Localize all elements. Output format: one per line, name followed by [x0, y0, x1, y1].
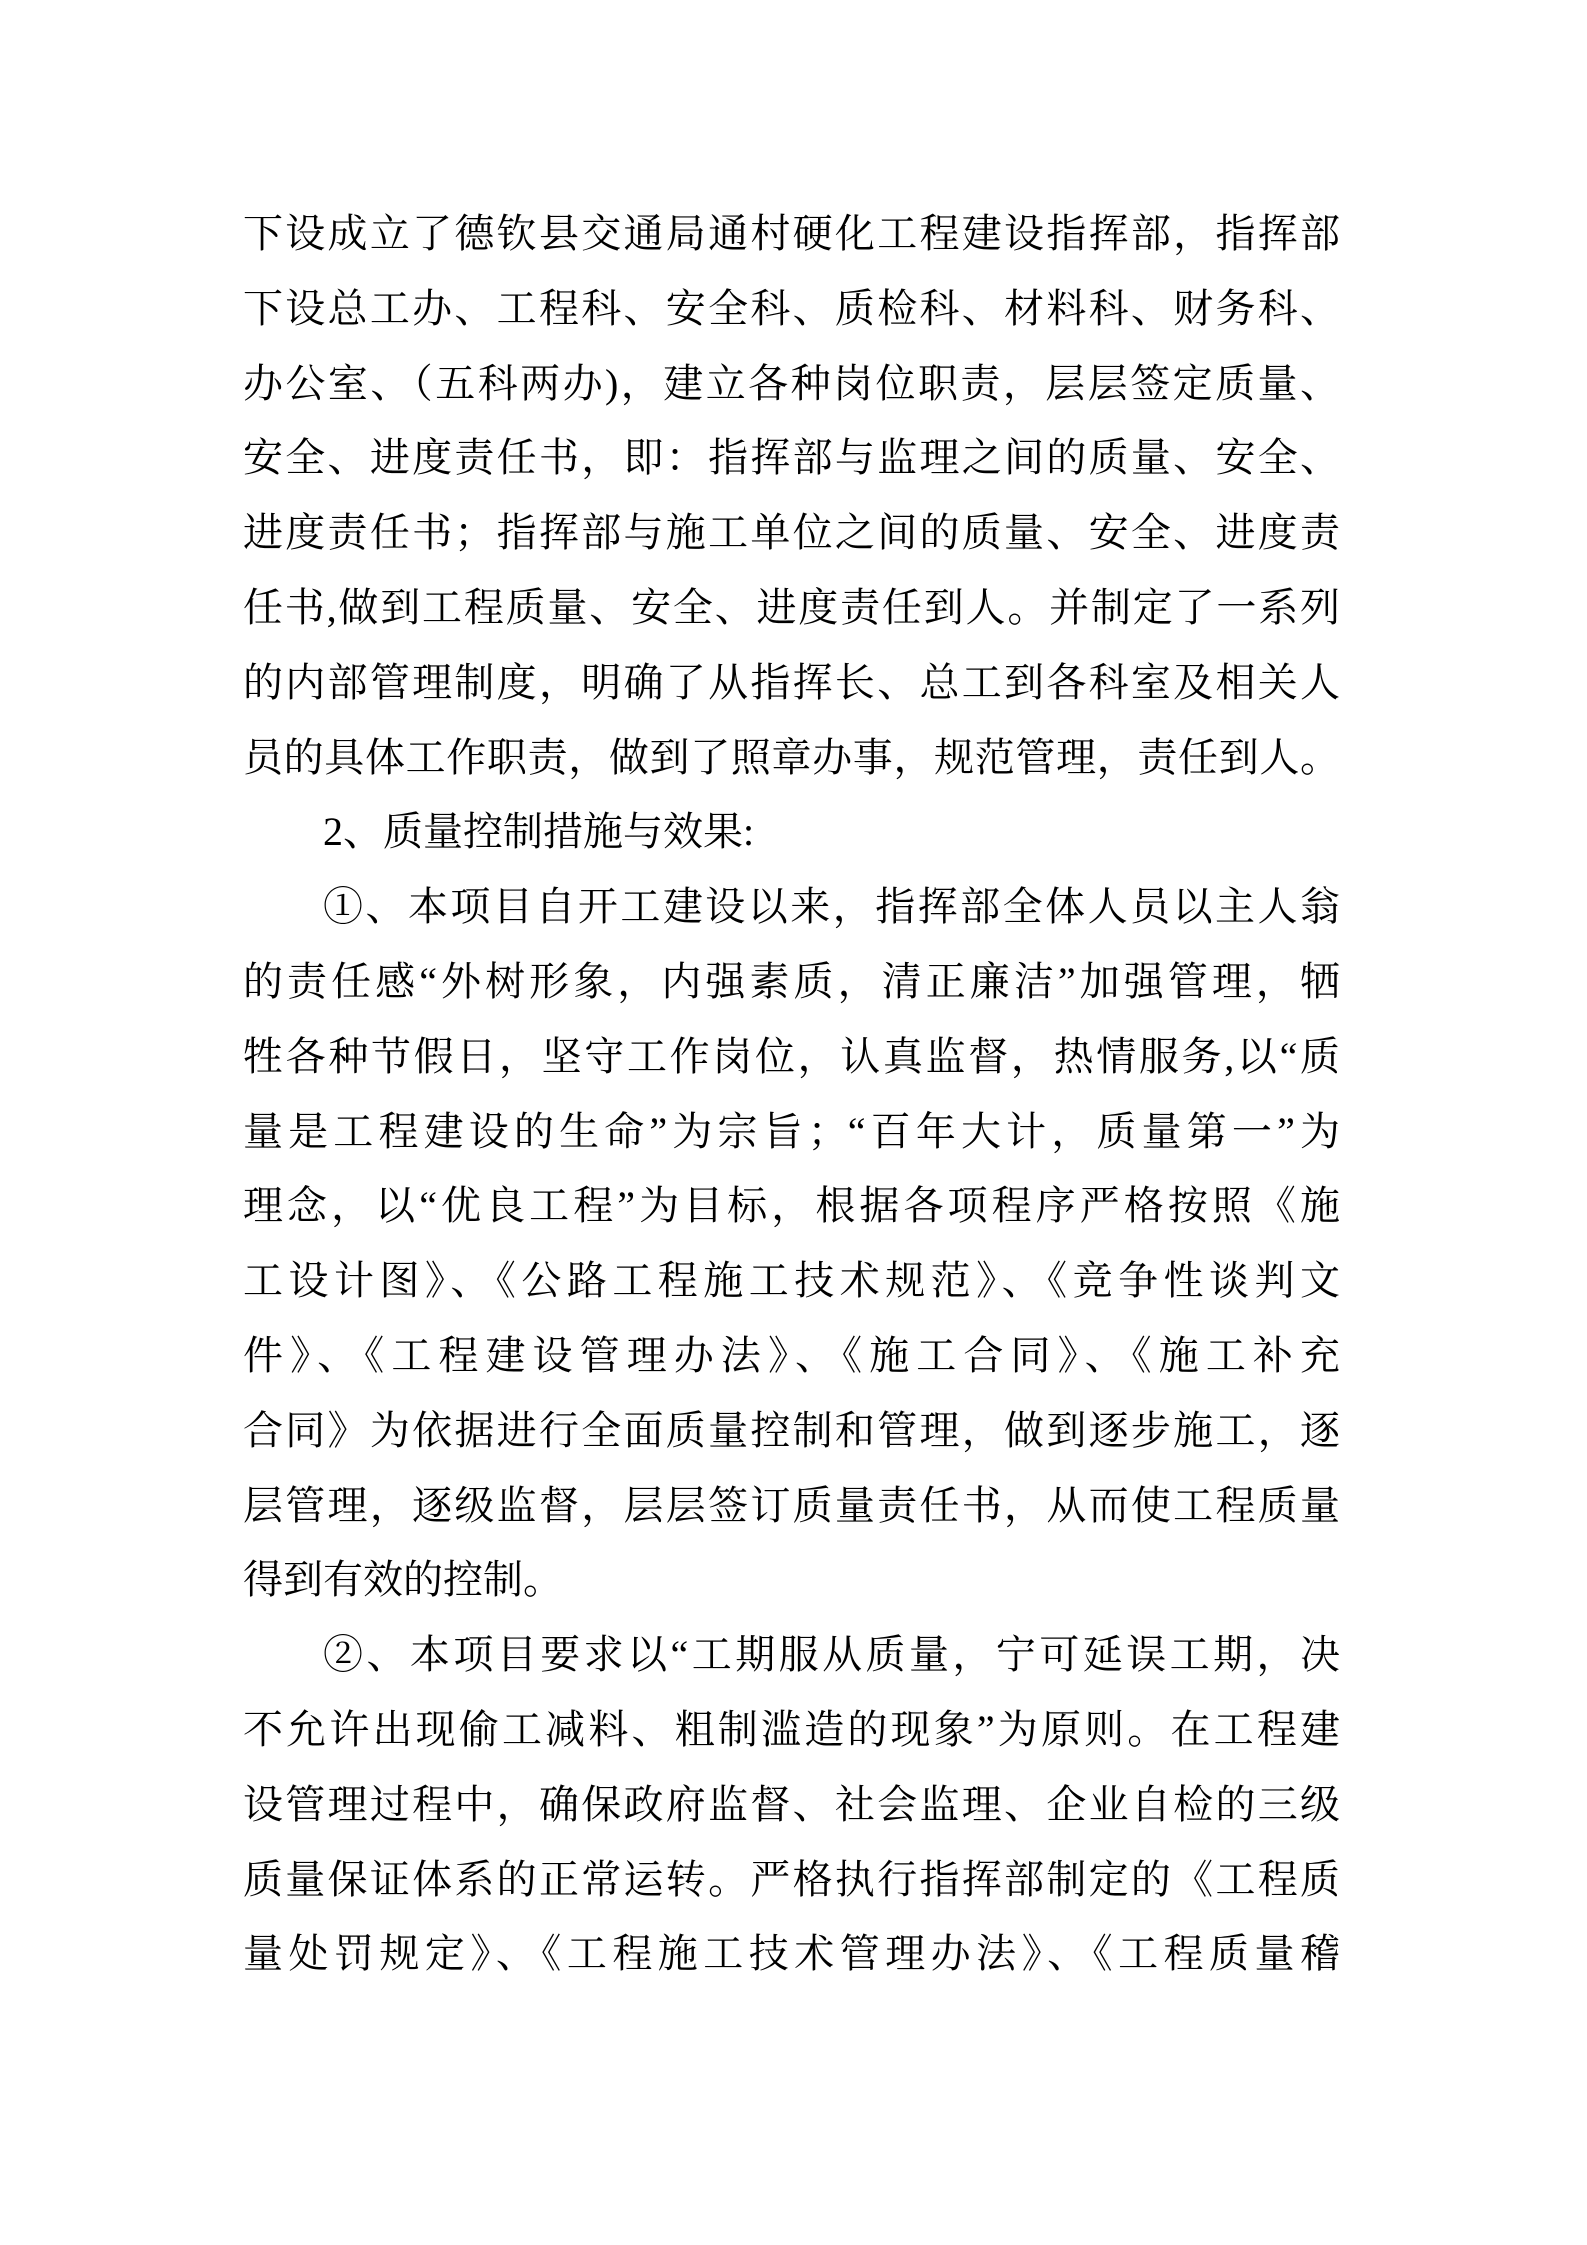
text-line-1: 下设成立了德钦县交通局通村硬化工程建设指挥部，指挥部 — [243, 211, 1340, 256]
text-line-24: 量处罚规定》、《工程施工技术管理办法》、《工程质量稽 — [243, 1931, 1340, 1977]
text-line-18: 层管理，逐级监督，层层签订质量责任书，从而使工程质量 — [243, 1482, 1340, 1528]
text-line-3: 办公室、（五科两办)，建立各种岗位职责，层层签定质量、 — [243, 360, 1340, 406]
text-line-9: 2、质量控制措施与效果: — [323, 809, 755, 855]
text-line-13: 量是工程建设的生命”为宗旨；“百年大计，质量第一”为 — [243, 1108, 1340, 1154]
text-line-6: 任书,做到工程质量、安全、进度责任到人。并制定了一系列 — [243, 584, 1340, 630]
text-line-17: 合同》为依据进行全面质量控制和管理，做到逐步施工，逐 — [243, 1407, 1340, 1453]
text-line-20: ②、本项目要求以“工期服从质量，宁可延误工期，决 — [323, 1632, 1340, 1678]
text-line-19: 得到有效的控制。 — [243, 1557, 563, 1603]
text-line-23: 质量保证体系的正常运转。严格执行指挥部制定的《工程质 — [243, 1856, 1340, 1902]
text-line-14: 理念，以“优良工程”为目标，根据各项程序严格按照《施 — [243, 1183, 1340, 1229]
text-line-5: 进度责任书；指挥部与施工单位之间的质量、安全、进度责 — [243, 510, 1340, 556]
text-line-2: 下设总工办、工程科、安全科、质检科、材料科、财务科、 — [243, 285, 1340, 331]
text-line-15: 工设计图》、《公路工程施工技术规范》、《竞争性谈判文 — [243, 1258, 1340, 1304]
text-line-21: 不允许出现偷工减料、粗制滥造的现象”为原则。在工程建 — [243, 1706, 1340, 1752]
text-line-7: 的内部管理制度，明确了从指挥长、总工到各科室及相关人 — [243, 659, 1340, 705]
text-line-22: 设管理过程中，确保政府监督、社会监理、企业自检的三级 — [243, 1781, 1340, 1827]
text-line-4: 安全、进度责任书，即：指挥部与监理之间的质量、安全、 — [243, 435, 1340, 481]
text-line-10: ①、本项目自开工建设以来，指挥部全体人员以主人翁 — [323, 884, 1340, 930]
text-line-11: 的责任感“外树形象，内强素质，清正廉洁”加强管理，牺 — [243, 958, 1340, 1004]
text-line-12: 牲各种节假日，坚守工作岗位，认真监督，热情服务,以“质 — [243, 1033, 1340, 1079]
document-text-block — [243, 197, 1340, 1992]
text-line-16: 件》、《工程建设管理办法》、《施工合同》、《施工补充 — [243, 1332, 1340, 1378]
text-line-8: 员的具体工作职责，做到了照章办事，规范管理，责任到人。 — [243, 734, 1340, 780]
